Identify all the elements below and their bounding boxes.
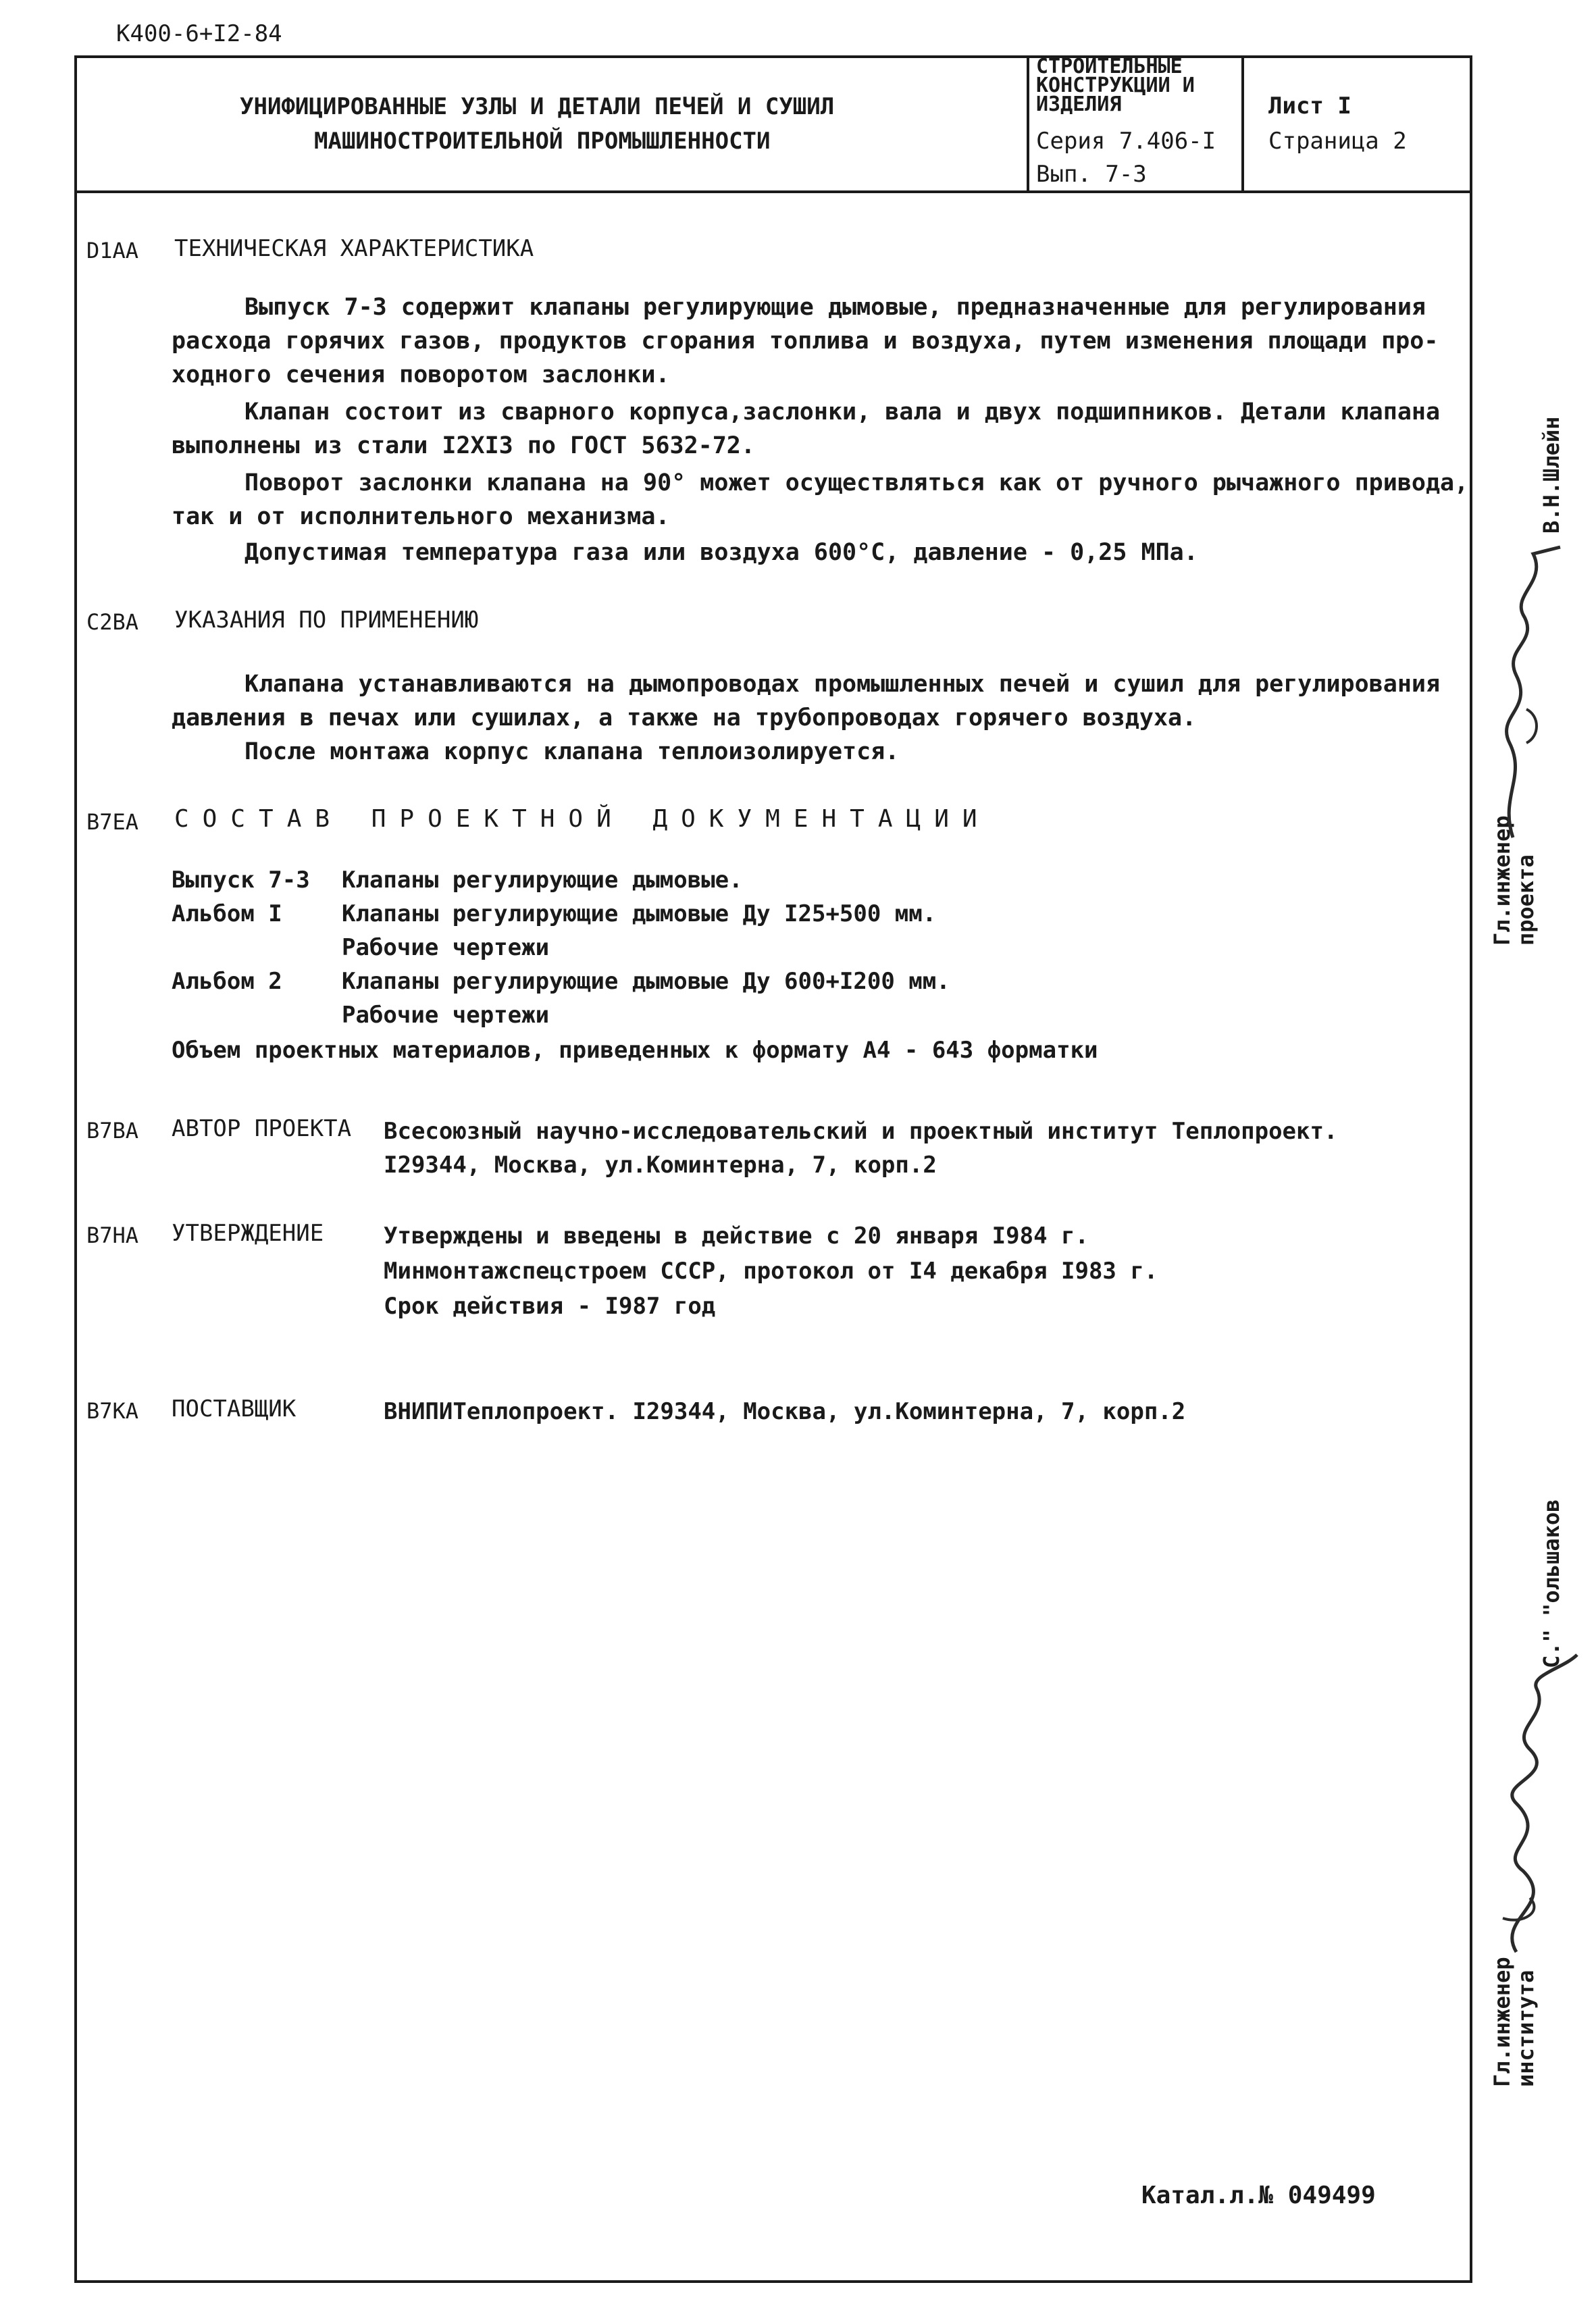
section-title-composition: СОСТАВ ПРОЕКТНОЙ ДОКУМЕНТАЦИИ bbox=[174, 805, 991, 833]
author-line1: Всесоюзный научно-исследовательский и проектный институт Теплопроект. bbox=[384, 1118, 1338, 1145]
composition-item-1-text: Клапаны регулирующие дымовые. bbox=[342, 867, 743, 894]
header-title-line1: УНИФИЦИРОВАННЫЕ УЗЛЫ И ДЕТАЛИ ПЕЧЕЙ И СУШИЛ bbox=[240, 93, 835, 120]
section-title-supplier: ПОСТАВЩИК bbox=[172, 1395, 297, 1422]
approval-line3: Срок действия - I987 год bbox=[384, 1293, 716, 1320]
composition-item-3-text2: Рабочие чертежи bbox=[342, 1002, 550, 1029]
header-divider-vertical-1 bbox=[1027, 55, 1029, 193]
composition-item-2-label: Альбом I bbox=[172, 900, 282, 927]
header-category-line3: ИЗДЕЛИЯ bbox=[1036, 93, 1122, 116]
supplier-line1: ВНИПИТеплопроект. I29344, Москва, ул.Коминтерна, 7, корп.2 bbox=[384, 1398, 1186, 1425]
header-page: Страница 2 bbox=[1268, 128, 1407, 155]
section-code-usage: C2BA bbox=[86, 609, 139, 635]
approval-line1: Утверждены и введены в действие с 20 января I984 г. bbox=[384, 1223, 1089, 1250]
author-line2: I29344, Москва, ул.Коминтерна, 7, корп.2 bbox=[384, 1152, 937, 1179]
section-title-approval: УТВЕРЖДЕНИЕ bbox=[172, 1220, 324, 1247]
section-code-composition: B7EA bbox=[86, 809, 139, 835]
composition-item-1-label: Выпуск 7-3 bbox=[172, 867, 310, 894]
side-role2-line1: Гл.инженер bbox=[1489, 1957, 1515, 2087]
header-category-line2: КОНСТРУКЦИИ И bbox=[1036, 74, 1195, 97]
section-title-author: АВТОР ПРОЕКТА bbox=[172, 1115, 352, 1142]
section-title-tech: ТЕХНИЧЕСКАЯ ХАРАКТЕРИСТИКА bbox=[174, 235, 534, 262]
section-code-tech: D1AA bbox=[86, 238, 139, 263]
section-code-approval: B7HA bbox=[86, 1223, 139, 1248]
tech-p2-line1: Клапан состоит из сварного корпуса,заслонки, вала и двух подшипников. Детали клапана bbox=[244, 398, 1441, 426]
header-divider bbox=[74, 190, 1472, 193]
tech-p2-line2: выполнены из стали I2XI3 по ГОСТ 5632-72. bbox=[172, 432, 755, 459]
header-title-line2: МАШИНОСТРОИТЕЛЬНОЙ ПРОМЫШЛЕННОСТИ bbox=[314, 128, 771, 155]
side-name2: С." "ольшаков bbox=[1539, 1499, 1564, 1668]
side-role1-line2: проекта bbox=[1513, 854, 1539, 946]
composition-item-2-text2: Рабочие чертежи bbox=[342, 934, 550, 961]
section-code-supplier: B7KA bbox=[86, 1398, 139, 1424]
header-divider-vertical-2 bbox=[1241, 55, 1244, 193]
header-category-line1: СТРОИТЕЛЬНЫЕ bbox=[1036, 55, 1183, 78]
composition-volume: Объем проектных материалов, приведенных к формату А4 - 643 форматки bbox=[172, 1037, 1098, 1064]
side-role2-line2: института bbox=[1513, 1970, 1539, 2087]
usage-p2-line1: После монтажа корпус клапана теплоизолируется. bbox=[244, 738, 900, 765]
tech-p4-line1: Допустимая температура газа или воздуха 600°С, давление - 0,25 МПа. bbox=[244, 539, 1198, 566]
tech-p1-line3: ходного сечения поворотом заслонки. bbox=[172, 361, 670, 388]
tech-p3-line2: так и от исполнительного механизма. bbox=[172, 503, 670, 530]
composition-item-3-text: Клапаны регулирующие дымовые Ду 600+I200 мм. bbox=[342, 968, 950, 995]
approval-line2: Минмонтажспецстроем СССР, протокол от I4 декабря I983 г. bbox=[384, 1258, 1158, 1285]
header-issue: Вып. 7-3 bbox=[1036, 161, 1147, 188]
header-sheet: Лист I bbox=[1268, 93, 1352, 120]
side-name1: В.Н.Шлейн bbox=[1539, 416, 1564, 534]
tech-p1-line2: расхода горячих газов, продуктов сгорания топлива и воздуха, путем изменения площади про- bbox=[172, 328, 1439, 355]
document-code: К400-6+I2-84 bbox=[116, 20, 282, 47]
signature-2-image bbox=[1483, 1648, 1584, 1959]
tech-p1-line1: Выпуск 7-3 содержит клапаны регулирующие дымовые, предназначенные для регулирования bbox=[244, 294, 1426, 321]
composition-item-2-text: Клапаны регулирующие дымовые Ду I25+500 мм. bbox=[342, 900, 937, 927]
composition-item-3-label: Альбом 2 bbox=[172, 968, 282, 995]
section-title-usage: УКАЗАНИЯ ПО ПРИМЕНЕНИЮ bbox=[174, 607, 479, 634]
usage-p1-line1: Клапана устанавливаются на дымопроводах промышленных печей и сушил для регулирования bbox=[244, 671, 1441, 698]
signature-1-image bbox=[1486, 540, 1567, 844]
section-code-author: B7BA bbox=[86, 1118, 139, 1143]
usage-p1-line2: давления в печах или сушилах, а также на трубопроводах горячего воздуха. bbox=[172, 704, 1197, 731]
side-role1-line1: Гл.инженер bbox=[1489, 815, 1515, 946]
catalog-number: Катал.л.№ 049499 bbox=[1141, 2182, 1376, 2209]
tech-p3-line1: Поворот заслонки клапана на 90° может осуществляться как от ручного рычажного привода, bbox=[244, 469, 1469, 496]
header-series: Серия 7.406-I bbox=[1036, 128, 1216, 155]
